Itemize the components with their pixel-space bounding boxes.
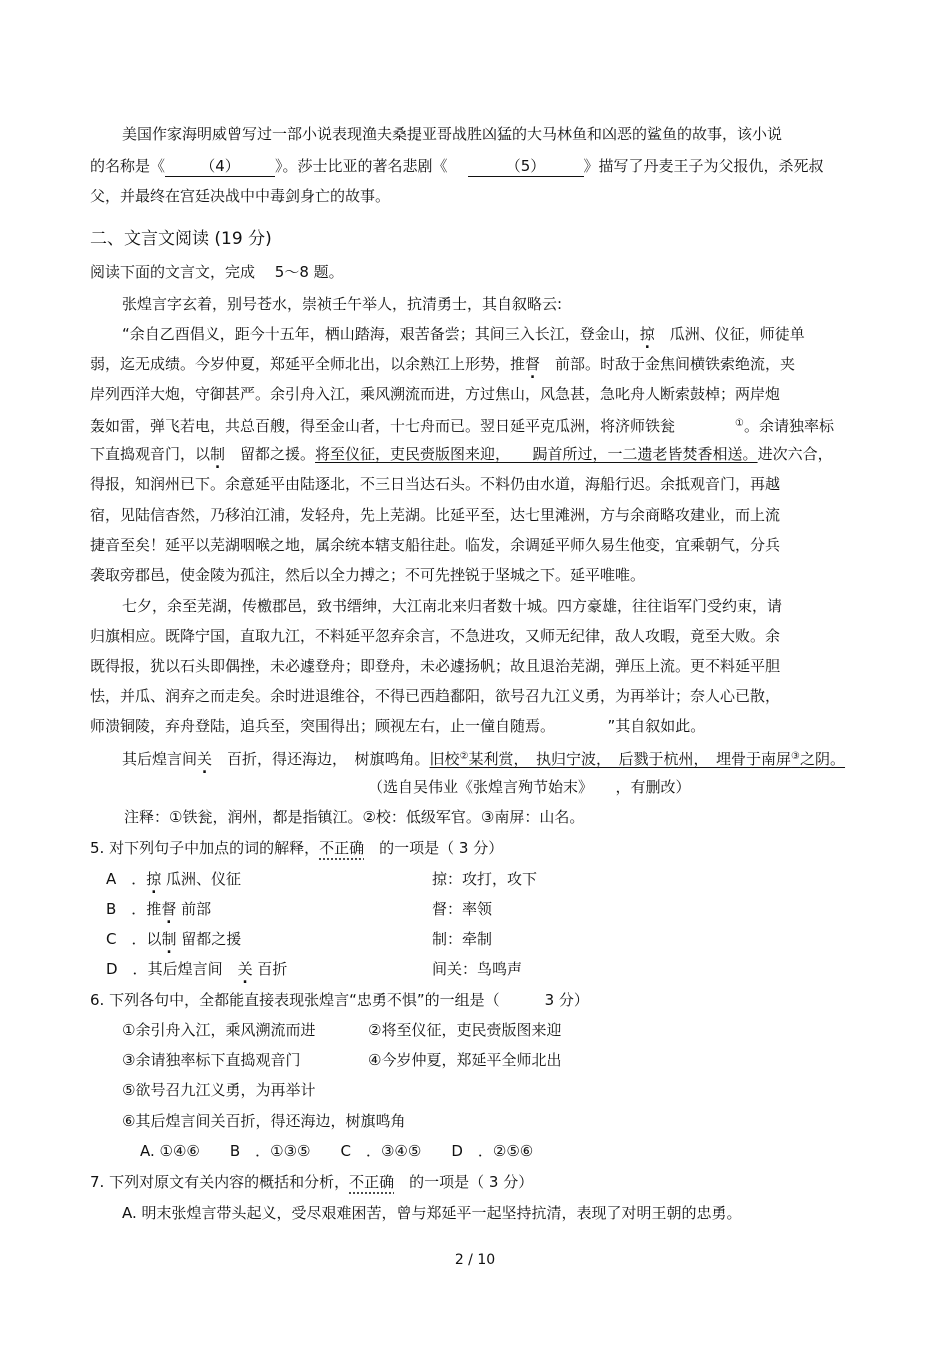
section-title: 二、文言文阅读 (19 分) — [90, 229, 272, 249]
passage-line — [122, 324, 805, 344]
q6-choice-6: ⑥其后煌言间关百折，得还海边，树旗鸣角 — [122, 1112, 406, 1130]
question-5-stem — [90, 838, 503, 858]
text: 。余请独率标 — [743, 417, 834, 435]
q6-choice-5: ⑤欲号召九江义勇，为再举计 — [122, 1081, 316, 1099]
option-label: C ． — [106, 930, 147, 948]
text: 前部。时敌于金焦间横铁索绝流，夹 — [540, 355, 796, 373]
passage-line: 宿，见陆信杳然，乃移泊江浦，发轻舟，先上芜湖。比延平至，达七里滩洲，方与余商略攻建业，而上流 — [90, 506, 781, 524]
q5-option-a[interactable] — [106, 869, 538, 889]
emphasis-dotted: 不正确 — [349, 1173, 395, 1191]
text: 某利赏， 执归宁波， 后戮于杭州， 埋骨于南屏 — [468, 750, 792, 768]
passage-line: 师溃铜陵，弃舟登陆，追兵至，突围得出；顾视左右，止一僮自随焉。 ”其自叙如此。 — [90, 717, 706, 735]
intro-text: 》描写了丹麦王子为父报仇，杀死叔 — [583, 157, 824, 175]
text: “余自乙酉倡义，距今十五年，栖山踏海，艰苦备尝；其间三入长江，登金山， — [122, 325, 640, 343]
passage-line — [90, 444, 833, 464]
option-label: A ． — [106, 870, 147, 888]
footnote-mark: ③ — [791, 751, 801, 762]
text: 进次六合， — [757, 445, 833, 463]
answer-blank-5[interactable]: （5） — [468, 156, 584, 177]
text: 弱，迄无成绩。今岁仲夏，郑延平全师北出，以余熟江上形势，推 — [90, 355, 526, 373]
q5-option-b[interactable] — [106, 899, 493, 919]
q6-choice-4: ④今岁仲夏，郑延平全师北出 — [368, 1051, 562, 1069]
intro-line-2 — [90, 156, 824, 177]
intro-text: 》。莎士比亚的著名悲剧《 — [275, 157, 448, 175]
option-explanation: 掠：攻打，攻下 — [432, 870, 538, 888]
passage-line: 归旗相应。既降宁国，直取九江，不料延平忽弃余言，不急进攻，又师无纪律，敌人攻暇，竟至大败。余 — [90, 627, 781, 645]
passage-line — [90, 414, 834, 436]
text: 推 — [146, 900, 162, 918]
q5-option-c[interactable] — [106, 929, 493, 949]
text: 前部 — [176, 900, 212, 918]
intro-text: 的名称是《 — [90, 157, 166, 175]
passage-line: 岸列西洋大炮，守御甚严。余引舟入江，乘风溯流而进，方过焦山，风急甚，急叱舟人断索鼓棹；两岸炮 — [90, 385, 781, 403]
q6-choice-1: ①余引舟入江，乘风溯流而进 — [122, 1021, 316, 1039]
emphasis-dotted: 不正确 — [319, 839, 365, 857]
text: 轰如雷，弹飞若电，共总百艘，得至金山者，十七舟而已。翌日延平克瓜洲，将济师铁瓮 — [90, 417, 676, 435]
option-explanation: 间关：鸟鸣声 — [432, 960, 523, 978]
passage-line: 怯，并瓜、润弃之而走矣。余时进退维谷，不得已西趋鄱阳，欲号召九江义勇，为再举计；奈人心已散， — [90, 687, 781, 705]
text: 旧校 — [429, 750, 460, 768]
dotted-word: 关 — [197, 750, 213, 768]
q6-choice-3: ③余请独率标下直捣观音门 — [122, 1051, 301, 1069]
dotted-word: 关 — [237, 960, 253, 978]
intro-line-3: 父，并最终在宫廷决战中中毒剑身亡的故事。 — [90, 187, 391, 205]
intro-line-1: 美国作家海明威曾写过一部小说表现渔夫桑提亚哥战胜凶猛的大马林鱼和凶恶的鲨鱼的故事，该小说 — [122, 125, 783, 143]
dotted-word: 督 — [161, 900, 177, 918]
text: 之阴。 — [800, 750, 846, 768]
passage-line — [122, 747, 845, 769]
dotted-word: 制 — [161, 930, 177, 948]
dotted-word: 掠 — [146, 870, 162, 888]
question-7-stem — [90, 1172, 533, 1192]
option-label: B ． — [106, 900, 147, 918]
dotted-word: 制 — [210, 445, 226, 463]
text: 的一项是（ 3 分） — [364, 839, 504, 857]
dotted-word: 掠 — [639, 325, 655, 343]
question-6-stem: 6. 下列各句中，全都能直接表现张煌言“忠勇不惧”的一组是（ 3 分） — [90, 991, 589, 1009]
q6-answer-options[interactable]: A. ①④⑥ B ．①③⑤ C ．③④⑤ D ．②⑤⑥ — [140, 1142, 534, 1160]
text: 瓜洲、仪征 — [161, 870, 242, 888]
footnote-mark: ② — [459, 751, 469, 762]
text: 百折，得还海边， 树旗鸣角。 — [212, 750, 430, 768]
page-number: 2 / 10 — [454, 1252, 496, 1268]
text: 7. 下列对原文有关内容的概括和分析， — [90, 1173, 350, 1191]
passage-line: 七夕，余至芜湖，传檄郡邑，致书缙绅，大江南北来归者数十城。四方豪雄，往往诣军门受约束，请 — [122, 597, 783, 615]
text: 其后煌言间 — [122, 750, 198, 768]
q7-option-a[interactable]: A. 明末张煌言带头起义，受尽艰难困苦，曾与郑延平一起坚持抗清，表现了对明王朝的忠勇。 — [122, 1204, 742, 1222]
underlined-sentence — [430, 750, 845, 768]
passage-line — [90, 354, 795, 374]
passage-line: 捷音至矣！延平以芜湖咽喉之地，属余统本辖支船往赴。临发，余调延平师久易生他变，宜乘朝气，分兵 — [90, 536, 781, 554]
option-explanation: 督：率领 — [432, 900, 493, 918]
text: 百折 — [252, 960, 288, 978]
q5-option-d[interactable] — [106, 959, 523, 979]
text: 5. 对下列句子中加点的词的解释， — [90, 839, 320, 857]
answer-blank-4[interactable]: （4） — [165, 156, 275, 177]
text: 其后煌言间 — [147, 960, 238, 978]
passage-line: 得报，知润州已下。余意延平由陆逐北，不三日当达石头。不料仍由水道，海船行迟。余抵观音门，再越 — [90, 475, 781, 493]
notes: 注释：①铁瓮，润州，都是指镇江。②校：低级军官。③南屏：山名。 — [124, 808, 585, 826]
text: 留都之援 — [176, 930, 242, 948]
text: 留都之援。 — [225, 445, 316, 463]
text: 下直捣观音门，以 — [90, 445, 211, 463]
underlined-sentence: 将至仪征，吏民赍版图来迎， 跼首所过，一二遗老皆焚香相送。 — [315, 445, 758, 463]
section-instruction: 阅读下面的文言文，完成 5～8 题。 — [90, 263, 344, 281]
footnote-mark: ① — [735, 418, 744, 429]
source-citation: （选自吴伟业《张煌言殉节始末》 ，有删改） — [368, 778, 691, 796]
q6-choice-2: ②将至仪征，吏民赍版图来迎 — [368, 1021, 562, 1039]
text: 瓜洲、仪征，师徒单 — [654, 325, 805, 343]
passage-line: 袭取旁郡邑，使金陵为孤注，然后以全力搏之；不可先挫锐于坚城之下。延平唯唯。 — [90, 566, 646, 584]
option-explanation: 制：牵制 — [432, 930, 493, 948]
passage-intro: 张煌言字玄着，别号苍水，崇祯壬午举人，抗清勇士，其自叙略云: — [122, 295, 563, 313]
dotted-word: 督 — [525, 355, 541, 373]
passage-line: 既得报，犹以石头即偶挫，未必遽登舟；即登舟，未必遽扬帆；故且退治芜湖，弹压上流。更不料延平胆 — [90, 657, 781, 675]
option-label: D ． — [106, 960, 148, 978]
text: 的一项是（ 3 分） — [394, 1173, 534, 1191]
text: 以 — [146, 930, 162, 948]
